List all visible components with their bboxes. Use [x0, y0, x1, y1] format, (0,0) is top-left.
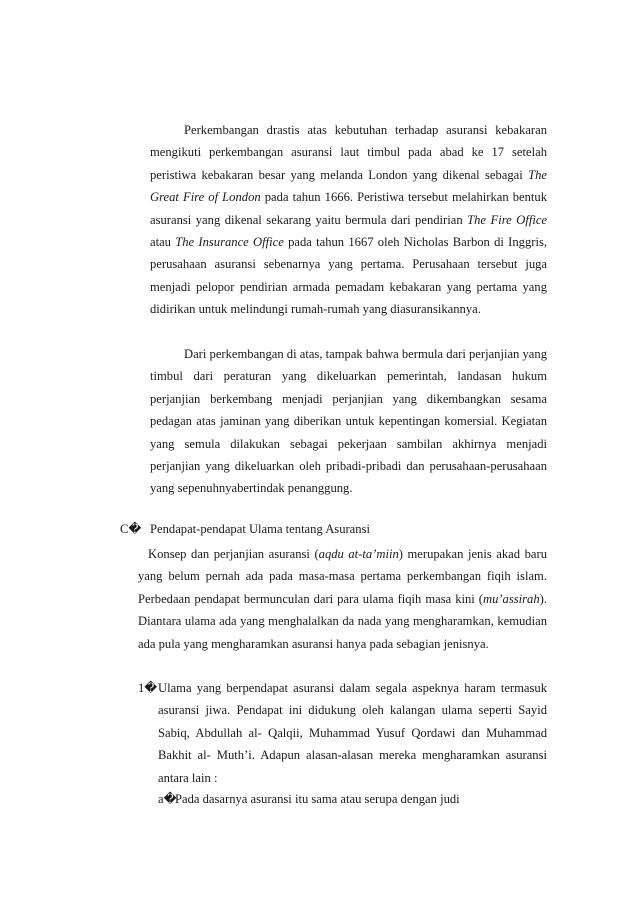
italic-term: The Fire Office — [467, 212, 547, 227]
italic-term: The Insurance Office — [175, 235, 284, 250]
paragraph-text: ) merupakan jenis akad baru yang belum pernah ada pada masa-masa pertama perkembangan fiqih islam. Perbedaan pendapat bermunculan dari para ulama fiqih masa kini ( — [138, 547, 547, 606]
paragraph-text: Dari perkembangan di atas, tampak bahwa bermula dari perjanjian yang timbul dari peraturan yang dikeluarkan pemerintah, landasan hukum perjanjian berkembang menjadi perjanjian yang dikembangkan sesama pedagan atas jaminan yang diberikan untuk kepentingan komersial. Kegiatan yang semula dilakukan sebagai pekerjaan sambilan akhirnya menjadi perjanjian yang dikeluarkan oleh pribadi-pribadi dan perusahaan-perusahaan yang sepenuhnyabertindak penanggung. — [150, 347, 547, 496]
paragraph-text: pada tahun 1666. Peristiwa tersebut melahirkan bentuk asuransi yang dikenal sekarang yaitu bermula dari pendirian — [150, 190, 547, 227]
paragraph-text: atau — [150, 235, 176, 250]
list-item-text: Ulama yang berpendapat asuransi dalam segala aspeknya haram termasuk asuransi jiwa. Pendapat ini didukung oleh kalangan ulama seperti Sayid Sabiq, Abdullah al- Qalqii, Muhammad Yusuf Qordawi dan Muhammad Bakhit al- Muth’i. Adapun alasan-alasan mereka mengharamkan asuransi antara lain : — [158, 681, 547, 785]
paragraph-text: pada tahun 1667 oleh Nicholas Barbon di Inggris, perusahaan asuransi sebenarnya yang pertama. Perusahaan tersebut juga menjadi pelopor pendirian armada pemadam kebakaran yang pertama yang didirikan untuk melindungi rumah-rumah yang diasuransikannya. — [150, 235, 548, 317]
section-marker: C� — [120, 522, 142, 536]
list-marker-1: 1� — [138, 681, 158, 695]
italic-term: mu’assirah — [482, 591, 540, 606]
paragraph-development-summary — [150, 343, 547, 500]
italic-term: The Great Fire of London — [150, 167, 547, 205]
paragraph-text: ). Diantara ulama ada yang menghalalkan da nada yang mengharamkan, kemudian ada pula yang mengharamkan asuransi hanya pada sebagian jenisnya. — [138, 591, 547, 651]
list-item-a — [175, 788, 460, 810]
list-item-1 — [158, 677, 547, 789]
paragraph-text: Konsep dan perjanjian asuransi ( — [148, 547, 319, 561]
section-title: Pendapat-pendapat Ulama tentang Asuransi — [150, 522, 370, 536]
list-item-text: Pada dasarnya asuransi itu sama atau serupa dengan judi — [175, 792, 460, 806]
paragraph-text: Perkembangan drastis atas kebutuhan terhadap asuransi kebakaran mengikuti perkembangan asuransi laut timbul pada abad ke 17 setelah peristiwa kebakaran besar yang melanda London yang dikenal sebagai — [150, 123, 547, 182]
paragraph-scholars-opinions — [138, 543, 547, 655]
italic-term: aqdu at-ta’miin — [318, 547, 399, 561]
list-marker-a: a� — [158, 792, 177, 806]
section-heading-c — [120, 518, 370, 540]
paragraph-fire-insurance-history — [150, 119, 547, 321]
